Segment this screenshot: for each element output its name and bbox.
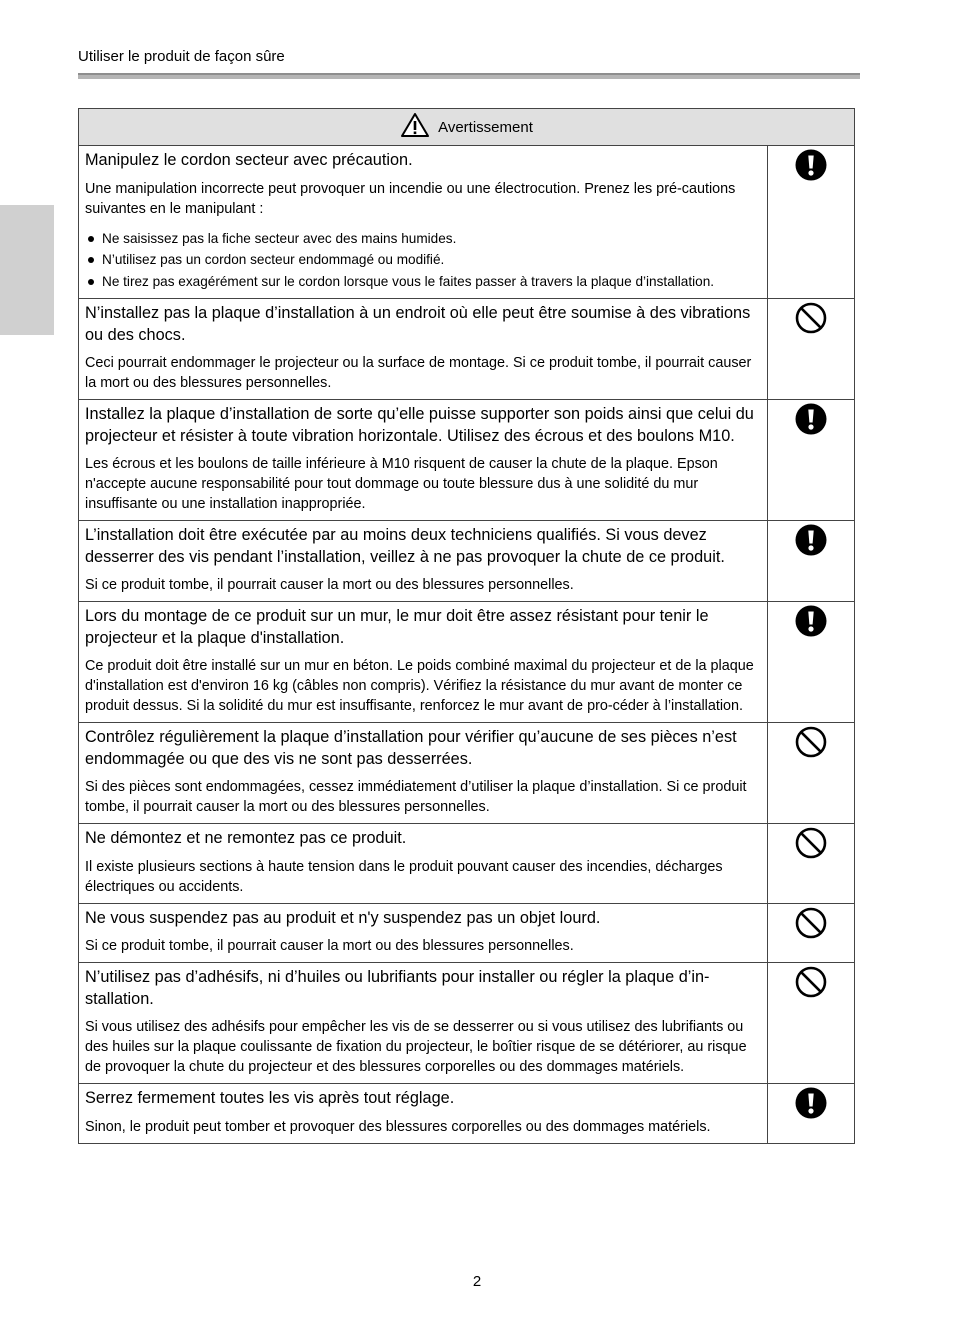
- warning-body: Si des pièces sont endommagées, cessez immédiatement d’utiliser la plaque d’installation. Si ce produit tombe, il pourrait causer la mort ou des blessures personnelles.: [85, 779, 747, 815]
- warning-triangle-icon: [400, 112, 430, 142]
- warning-row-text: [79, 723, 768, 824]
- warning-body: Les écrous et les boulons de taille inférieure à M10 risquent de causer la chute de la plaque. Epson n'accepte aucune responsabilité pour tout dommage ou toute blessure dus à une solidité du mur insuffisante ou une installation inappropriée.: [85, 456, 718, 512]
- warning-row: [79, 824, 855, 904]
- warning-row: [79, 602, 855, 723]
- warning-row-text: [79, 1084, 768, 1144]
- mandatory-icon: [768, 602, 855, 723]
- chapter-side-tab: [0, 205, 54, 335]
- warning-title: Ne vous suspendez pas au produit et n'y suspendez pas un objet lourd.: [85, 908, 601, 927]
- warning-body: Si ce produit tombe, il pourrait causer la mort ou des blessures personnelles.: [85, 577, 574, 593]
- warning-title: Serrez fermement toutes les vis après tout réglage.: [85, 1089, 455, 1107]
- warning-title: Ne démontez et ne remontez pas ce produit.: [85, 829, 407, 847]
- mandatory-icon: [768, 400, 855, 521]
- prohibited-icon: [768, 963, 855, 1084]
- warning-title: L’installation doit être exécutée par au moins deux techniciens qualifiés. Si vous devez desserrer des vis pendant l’installation, veillez à ne pas provoquer la chute de ce produit.: [85, 526, 725, 566]
- warning-row: [79, 146, 855, 299]
- warning-body: Ce produit doit être installé sur un mur en béton. Le poids combiné maximal du projecteur et de la plaque d'installation est d'environ 16 kg (câbles non compris). Vérifiez la résistance du mur avant de monter ce produit dessus. Si la solidité du mur est insuffisante, renforcez le mur avant de pro-céder à l’installation.: [85, 658, 754, 714]
- warning-row-text: [79, 824, 768, 904]
- warning-table: [78, 108, 855, 1144]
- warning-body: Si ce produit tombe, il pourrait causer la mort ou des blessures personnelles.: [85, 938, 574, 954]
- warning-row: [79, 723, 855, 824]
- warning-title: N’installez pas la plaque d’installation à un endroit où elle peut être soumise à des vibrations ou des chocs.: [85, 304, 751, 344]
- warning-row: [79, 299, 855, 400]
- warning-body: Si vous utilisez des adhésifs pour empêcher les vis de se desserrer ou si vous utilisez des lubrifiants ou des huiles sur la plaque coulissante de fixation du projecteur, le boîtier risque de se détériorer, au risque de provoquer la chute du projecteur et des blessures corporelles ou des dommages matériels.: [85, 1019, 747, 1075]
- precaution-item: Ne saisissez pas la fiche secteur avec des mains humides.: [85, 228, 761, 250]
- prohibited-icon: [768, 903, 855, 963]
- warning-table-heading: [79, 109, 855, 146]
- page-number: 2: [472, 1273, 482, 1290]
- warning-row: [79, 903, 855, 963]
- precaution-list: [85, 228, 761, 293]
- header-rule: [78, 73, 860, 79]
- page-header-title: Utiliser le produit de façon sûre: [78, 48, 285, 65]
- mandatory-icon: [768, 1084, 855, 1144]
- warning-title: Installez la plaque d’installation de sorte qu’elle puisse supporter son poids ainsi que celui du projecteur et résister à toute vibration horizontale. Utilisez des écrous et des boulons M10.: [85, 405, 754, 445]
- precaution-item: Ne tirez pas exagérément sur le cordon lorsque vous le faites passer à travers la plaque d’installation.: [85, 271, 761, 293]
- warning-row: [79, 400, 855, 521]
- warning-row-text: [79, 400, 768, 521]
- warning-row-text: [79, 963, 768, 1084]
- prohibited-icon: [768, 299, 855, 400]
- mandatory-icon: [768, 146, 855, 299]
- warning-row: [79, 963, 855, 1084]
- warning-body: Sinon, le produit peut tomber et provoquer des blessures corporelles ou des dommages matériels.: [85, 1118, 711, 1135]
- mandatory-icon: [768, 521, 855, 602]
- warning-row: [79, 1084, 855, 1144]
- prohibited-icon: [768, 723, 855, 824]
- warning-row-text: [79, 146, 768, 299]
- warning-body: Il existe plusieurs sections à haute tension dans le produit pouvant causer des incendies, décharges électriques ou accidents.: [85, 858, 723, 895]
- precaution-item: N’utilisez pas un cordon secteur endommagé ou modifié.: [85, 249, 761, 271]
- warning-row-text: [79, 602, 768, 723]
- warning-row-text: [79, 903, 768, 963]
- warning-title: Manipulez le cordon secteur avec précaution.: [85, 151, 413, 169]
- warning-rows: [79, 146, 855, 1144]
- warning-body: Une manipulation incorrecte peut provoquer un incendie ou une électrocution. Prenez les pré-cautions suivantes en le manipulant :: [85, 180, 736, 217]
- warning-row-text: [79, 521, 768, 602]
- warning-title: Lors du montage de ce produit sur un mur, le mur doit être assez résistant pour tenir le projecteur et la plaque d'installation.: [85, 607, 709, 647]
- warning-row: [79, 521, 855, 602]
- prohibited-icon: [768, 824, 855, 904]
- warning-title: N’utilisez pas d’adhésifs, ni d’huiles ou lubrifiants pour installer ou régler la plaque d’in-stallation.: [85, 968, 710, 1008]
- warning-heading-label: Avertissement: [438, 118, 533, 136]
- warning-title: Contrôlez régulièrement la plaque d’installation pour vérifier qu’aucune de ses pièces n’est endommagée ou que des vis ne sont pas desserrées.: [85, 728, 737, 768]
- warning-row-text: [79, 299, 768, 400]
- warning-body: Ceci pourrait endommager le projecteur ou la surface de montage. Si ce produit tombe, il pourrait causer la mort ou des blessures personnelles.: [85, 355, 752, 391]
